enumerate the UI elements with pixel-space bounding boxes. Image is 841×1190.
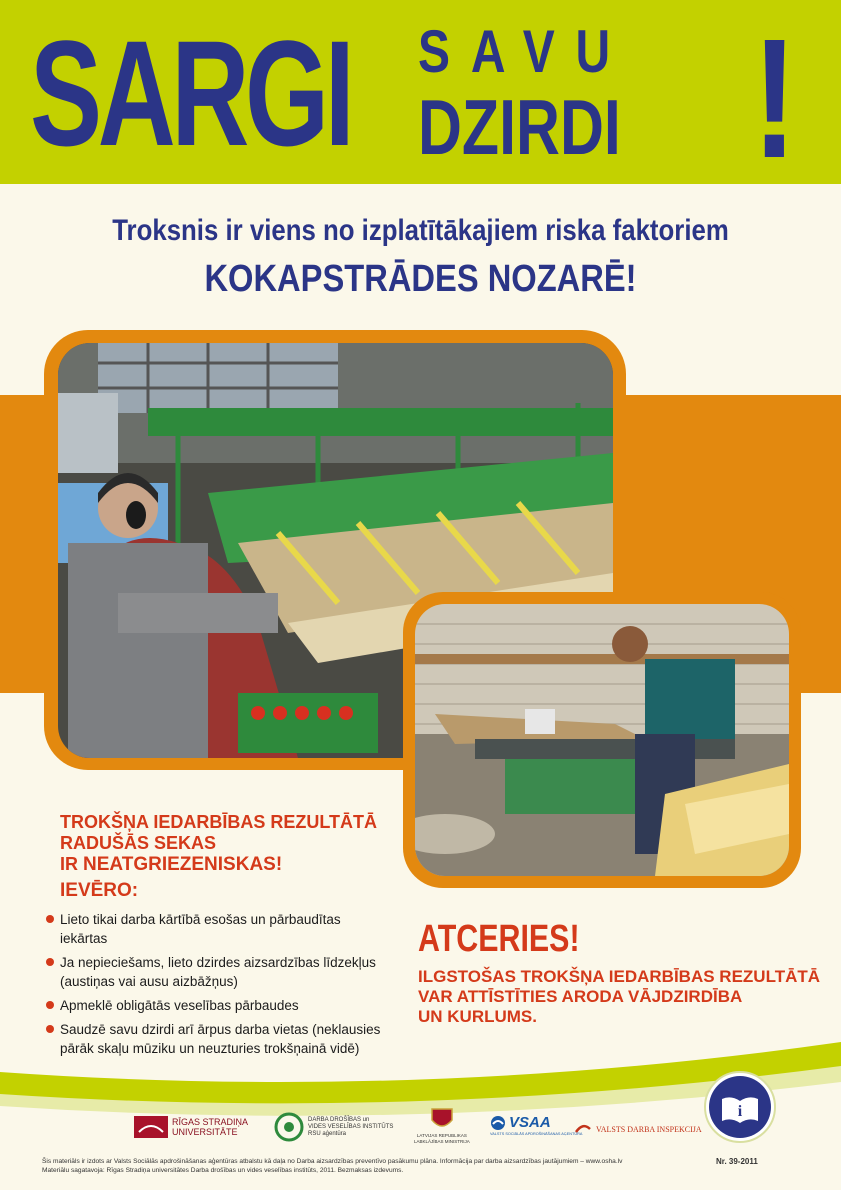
issue-number: Nr. 39-2011	[716, 1157, 758, 1166]
title-exclamation: !	[752, 4, 798, 194]
warning-line3-bold: NEATGRIEZENISKAS!	[83, 854, 283, 875]
lr-line2: LABKLĀJĪBAS MINISTRIJA	[414, 1139, 470, 1144]
lr-line1: LATVIJAS REPUBLIKAS	[416, 1133, 467, 1138]
title-sargi: SARGI	[30, 9, 351, 177]
fine-line2: Materiālu sagatavoja: Rīgas Stradiņa universitātes Darba drošības un vides veselības institūts, 2011. Bezmaksas izdevums.	[42, 1167, 404, 1174]
logo-vdi	[574, 1122, 702, 1136]
atceries-heading: ATCERIES!	[418, 918, 580, 960]
ddvvi-line1: DARBA DROŠĪBAS un	[308, 1116, 370, 1123]
svg-text:i: i	[737, 1103, 743, 1120]
ievero-list	[46, 910, 391, 1063]
rsu-line1: RĪGAS STRADIŅA	[172, 1117, 249, 1127]
atceries-line3: UN KURLUMS.	[418, 1007, 537, 1026]
list-item: Saudzē savu dzirdi arī ārpus darba vietas (neklausies pārāk skaļu mūziku un neuzturies trokšņainā vidē)	[46, 1020, 391, 1058]
warning-line3-prefix: IR	[60, 854, 84, 874]
subtitle-line2: KOKAPSTRĀDES NOZARĒ!	[204, 258, 637, 300]
logo-ddvvi	[274, 1112, 393, 1142]
warning-line1: TROKŠŅA IEDARBĪBAS REZULTĀTĀ	[60, 812, 377, 832]
logo-rsu	[134, 1116, 248, 1138]
vsaa-swoosh-icon	[490, 1115, 506, 1131]
header-banner	[0, 0, 841, 194]
fine-line1: Šis materiāls ir izdots ar Valsts Sociālās apdrošināšanas aģentūras atbalstu kā daļa no Darba aizsardzības preventīvo pasākumu plāna. Informācija par darba aizsardzības jautājumiem – www.osha.lv	[42, 1158, 623, 1165]
ddvvi-emblem-icon	[274, 1112, 304, 1142]
vdi-label: VALSTS DARBA INSPEKCIJA	[596, 1124, 702, 1134]
vdi-swirl-icon	[574, 1122, 592, 1136]
list-item: Ja nepieciešams, lieto dzirdes aizsardzības līdzekļus (austiņas vai ausu aizbāžņus)	[46, 953, 391, 991]
title-savu: SAVU	[418, 18, 631, 85]
footer-fine-print	[42, 1157, 702, 1175]
info-book-icon	[720, 1089, 760, 1125]
vsaa-sub: VALSTS SOCIĀLĀS APDROŠINĀŠANAS AĢENTŪRA	[490, 1132, 583, 1136]
list-item: Lieto tikai darba kārtībā esošas un pārbaudītas iekārtas	[46, 910, 391, 948]
logo-vsaa	[490, 1114, 582, 1136]
vsaa-label: VSAA	[509, 1114, 551, 1131]
list-item: Apmeklē obligātās veselības pārbaudes	[46, 996, 391, 1015]
warning-text	[60, 812, 390, 875]
atceries-text	[418, 967, 828, 1027]
info-badge	[704, 1071, 776, 1143]
title-dzirdi: DZIRDI	[418, 83, 621, 171]
ievero-heading: IEVĒRO:	[60, 880, 139, 901]
warning-line3	[60, 854, 390, 875]
latvia-coat-of-arms-icon	[429, 1106, 455, 1132]
logo-lr	[414, 1106, 470, 1144]
subtitle-line1: Troksnis ir viens no izplatītākajiem riska faktoriem	[112, 214, 729, 247]
atceries-line2: VAR ATTĪSTĪTIES ARODA VĀJDZIRDĪBA	[418, 987, 743, 1006]
photo-planer-worker	[415, 604, 789, 876]
rsu-line2: UNIVERSITĀTE	[172, 1127, 238, 1137]
ddvvi-line2: VIDES VESELĪBAS INSTITŪTS	[308, 1123, 394, 1130]
ddvvi-line3: RSU aģentūra	[308, 1130, 347, 1137]
warning-line2: RADUŠĀS SEKAS	[60, 833, 217, 853]
atceries-line1: ILGSTOŠAS TROKŠŅA IEDARBĪBAS REZULTĀTĀ	[418, 967, 821, 986]
rsu-emblem-icon	[134, 1116, 168, 1138]
